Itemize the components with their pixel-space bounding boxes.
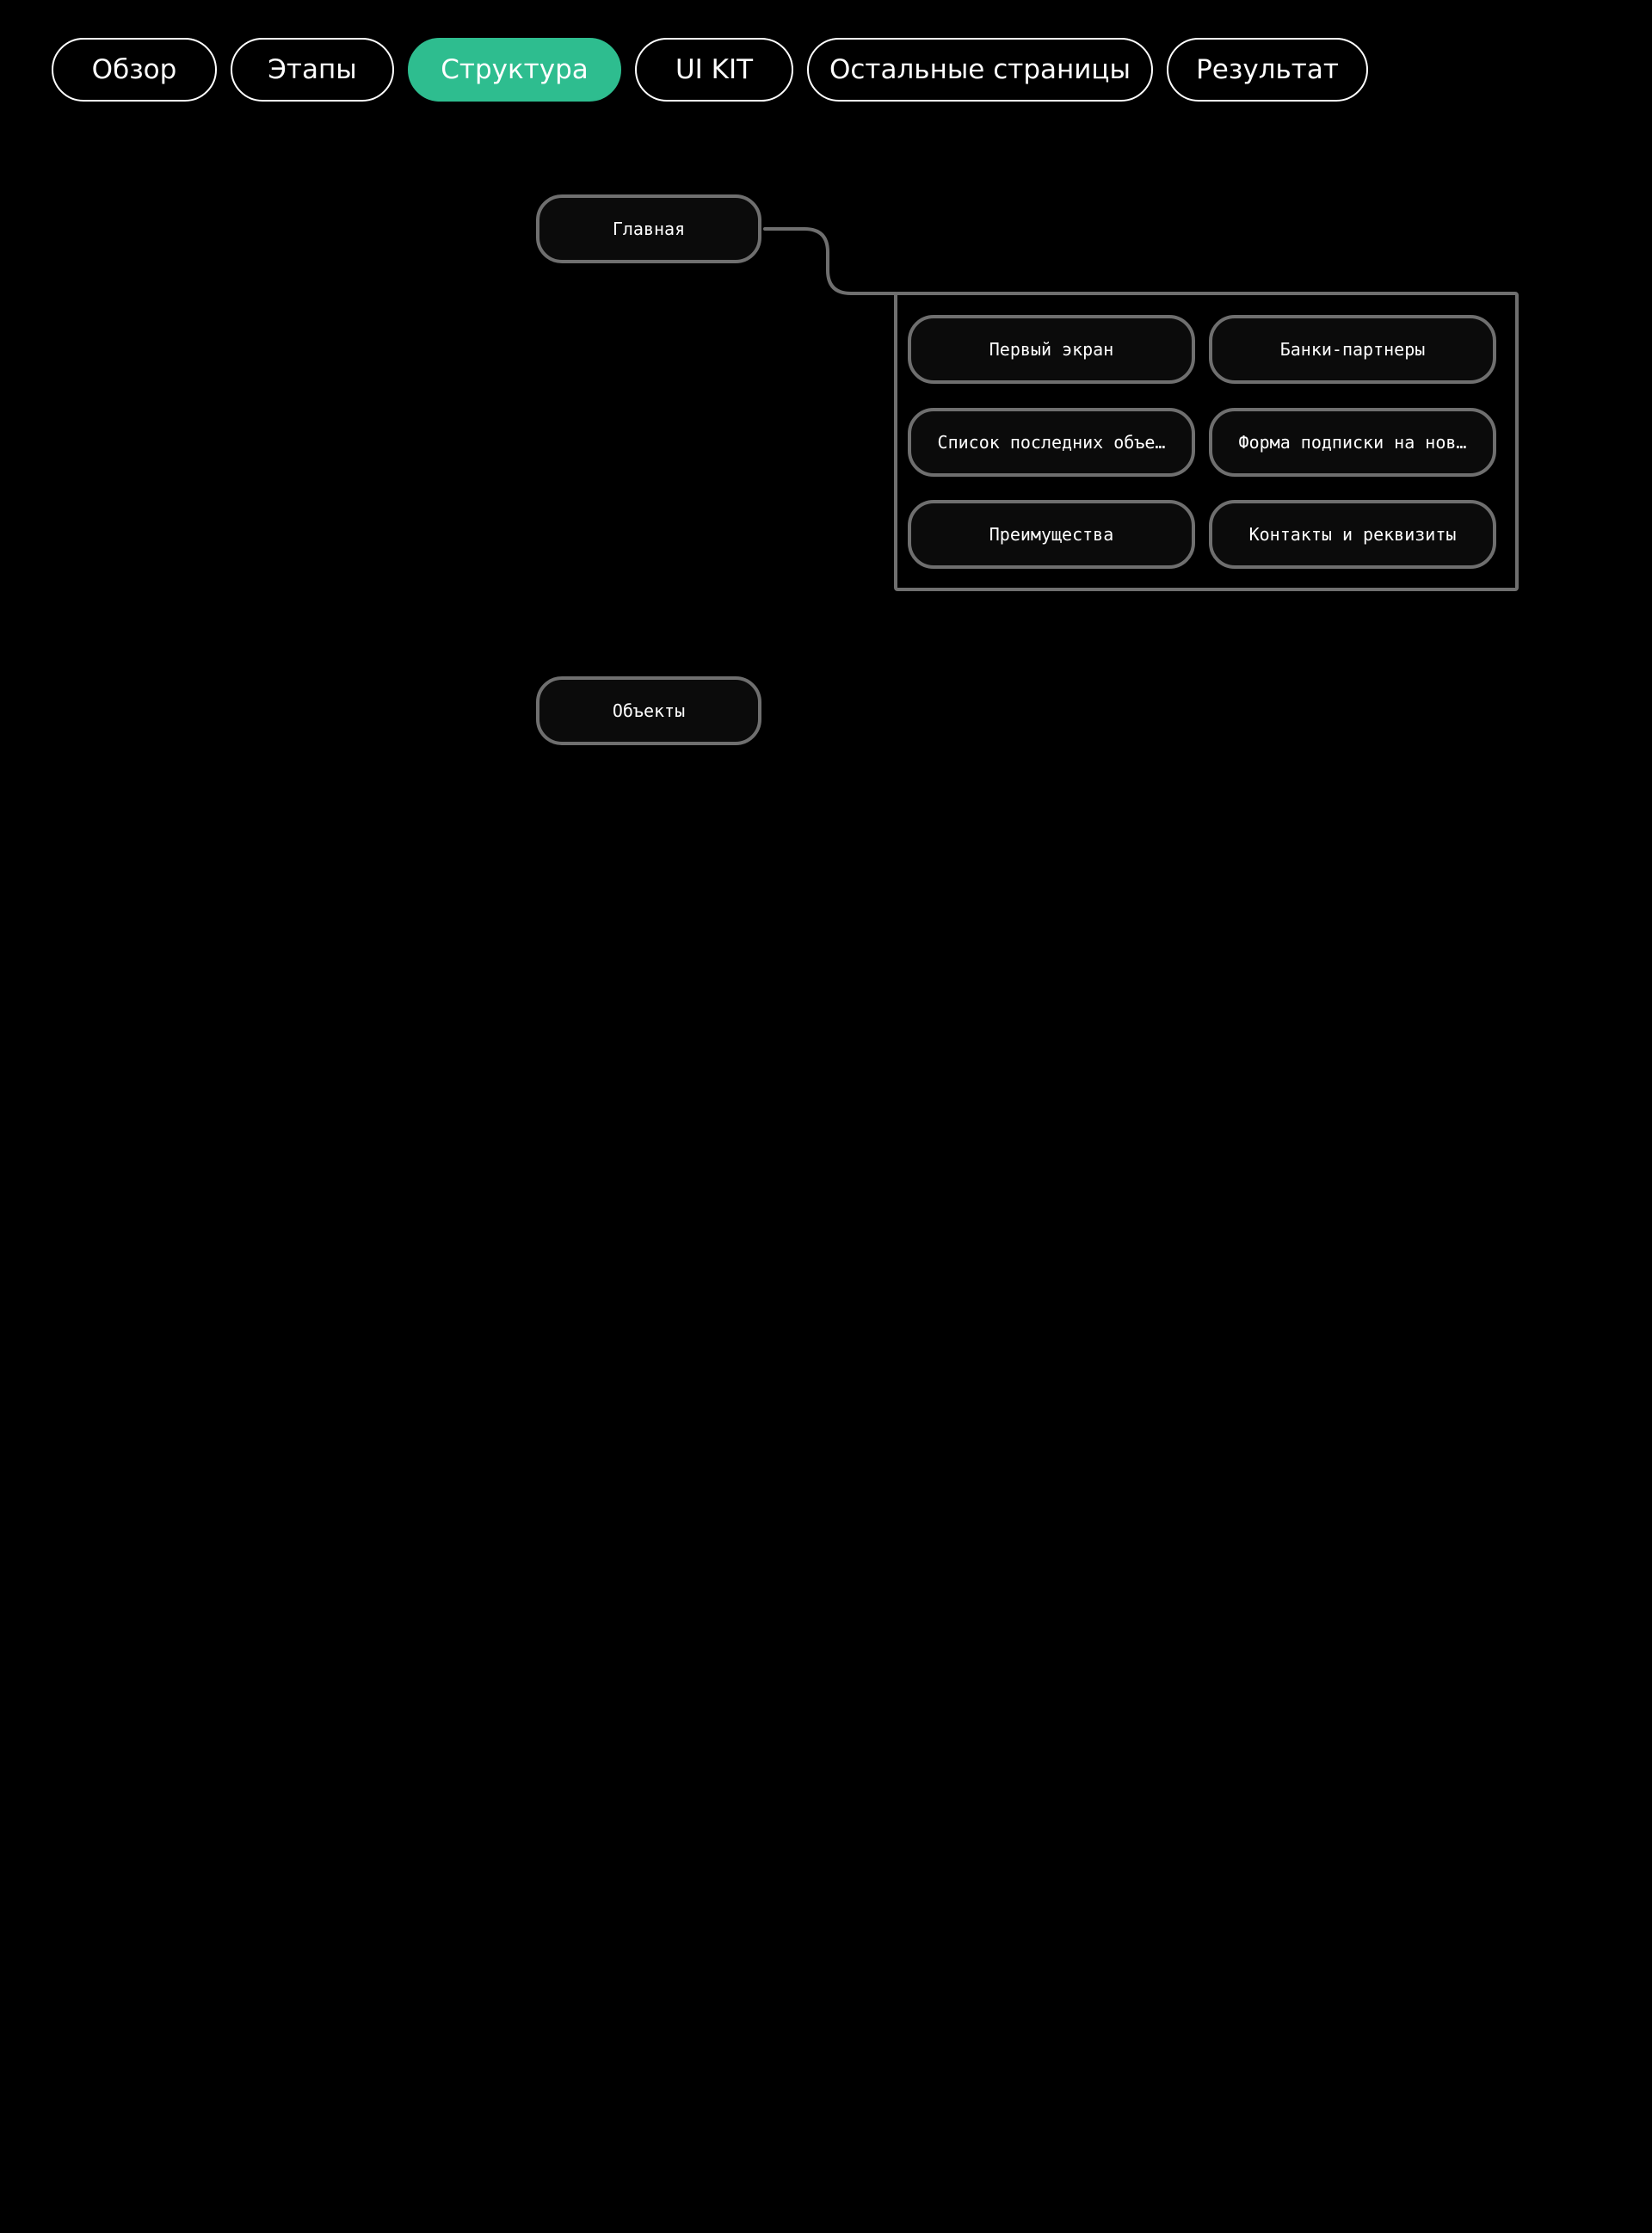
node-main-page[interactable] [536,194,761,263]
tab-other-pages[interactable]: Остальные страницы [807,38,1153,102]
node-label: Первый экран [989,339,1114,360]
section-node-first-screen[interactable] [908,315,1195,384]
tab-overview[interactable]: Обзор [52,38,217,102]
node-label: Список последних объе… [937,432,1166,453]
tab-ui-kit[interactable]: UI KIT [635,38,793,102]
node-label: Преимущества [989,524,1114,545]
section-node-partner-banks[interactable] [1209,315,1496,384]
tab-result[interactable]: Результат [1167,38,1368,102]
section-node-contacts[interactable] [1209,500,1496,569]
node-label: Форма подписки на нов… [1238,432,1467,453]
node-label: Главная [612,219,686,239]
node-label: Контакты и реквизиты [1248,524,1457,545]
section-node-recent-objects[interactable] [908,408,1195,477]
section-node-subscription-form[interactable] [1209,408,1496,477]
node-objects-page[interactable] [536,676,761,745]
node-label: Банки-партнеры [1279,339,1426,360]
tab-stages[interactable]: Этапы [231,38,394,102]
section-node-advantages[interactable] [908,500,1195,569]
section-tabs [52,38,1368,102]
tab-structure[interactable]: Структура [408,38,621,102]
node-label: Объекты [612,700,686,721]
